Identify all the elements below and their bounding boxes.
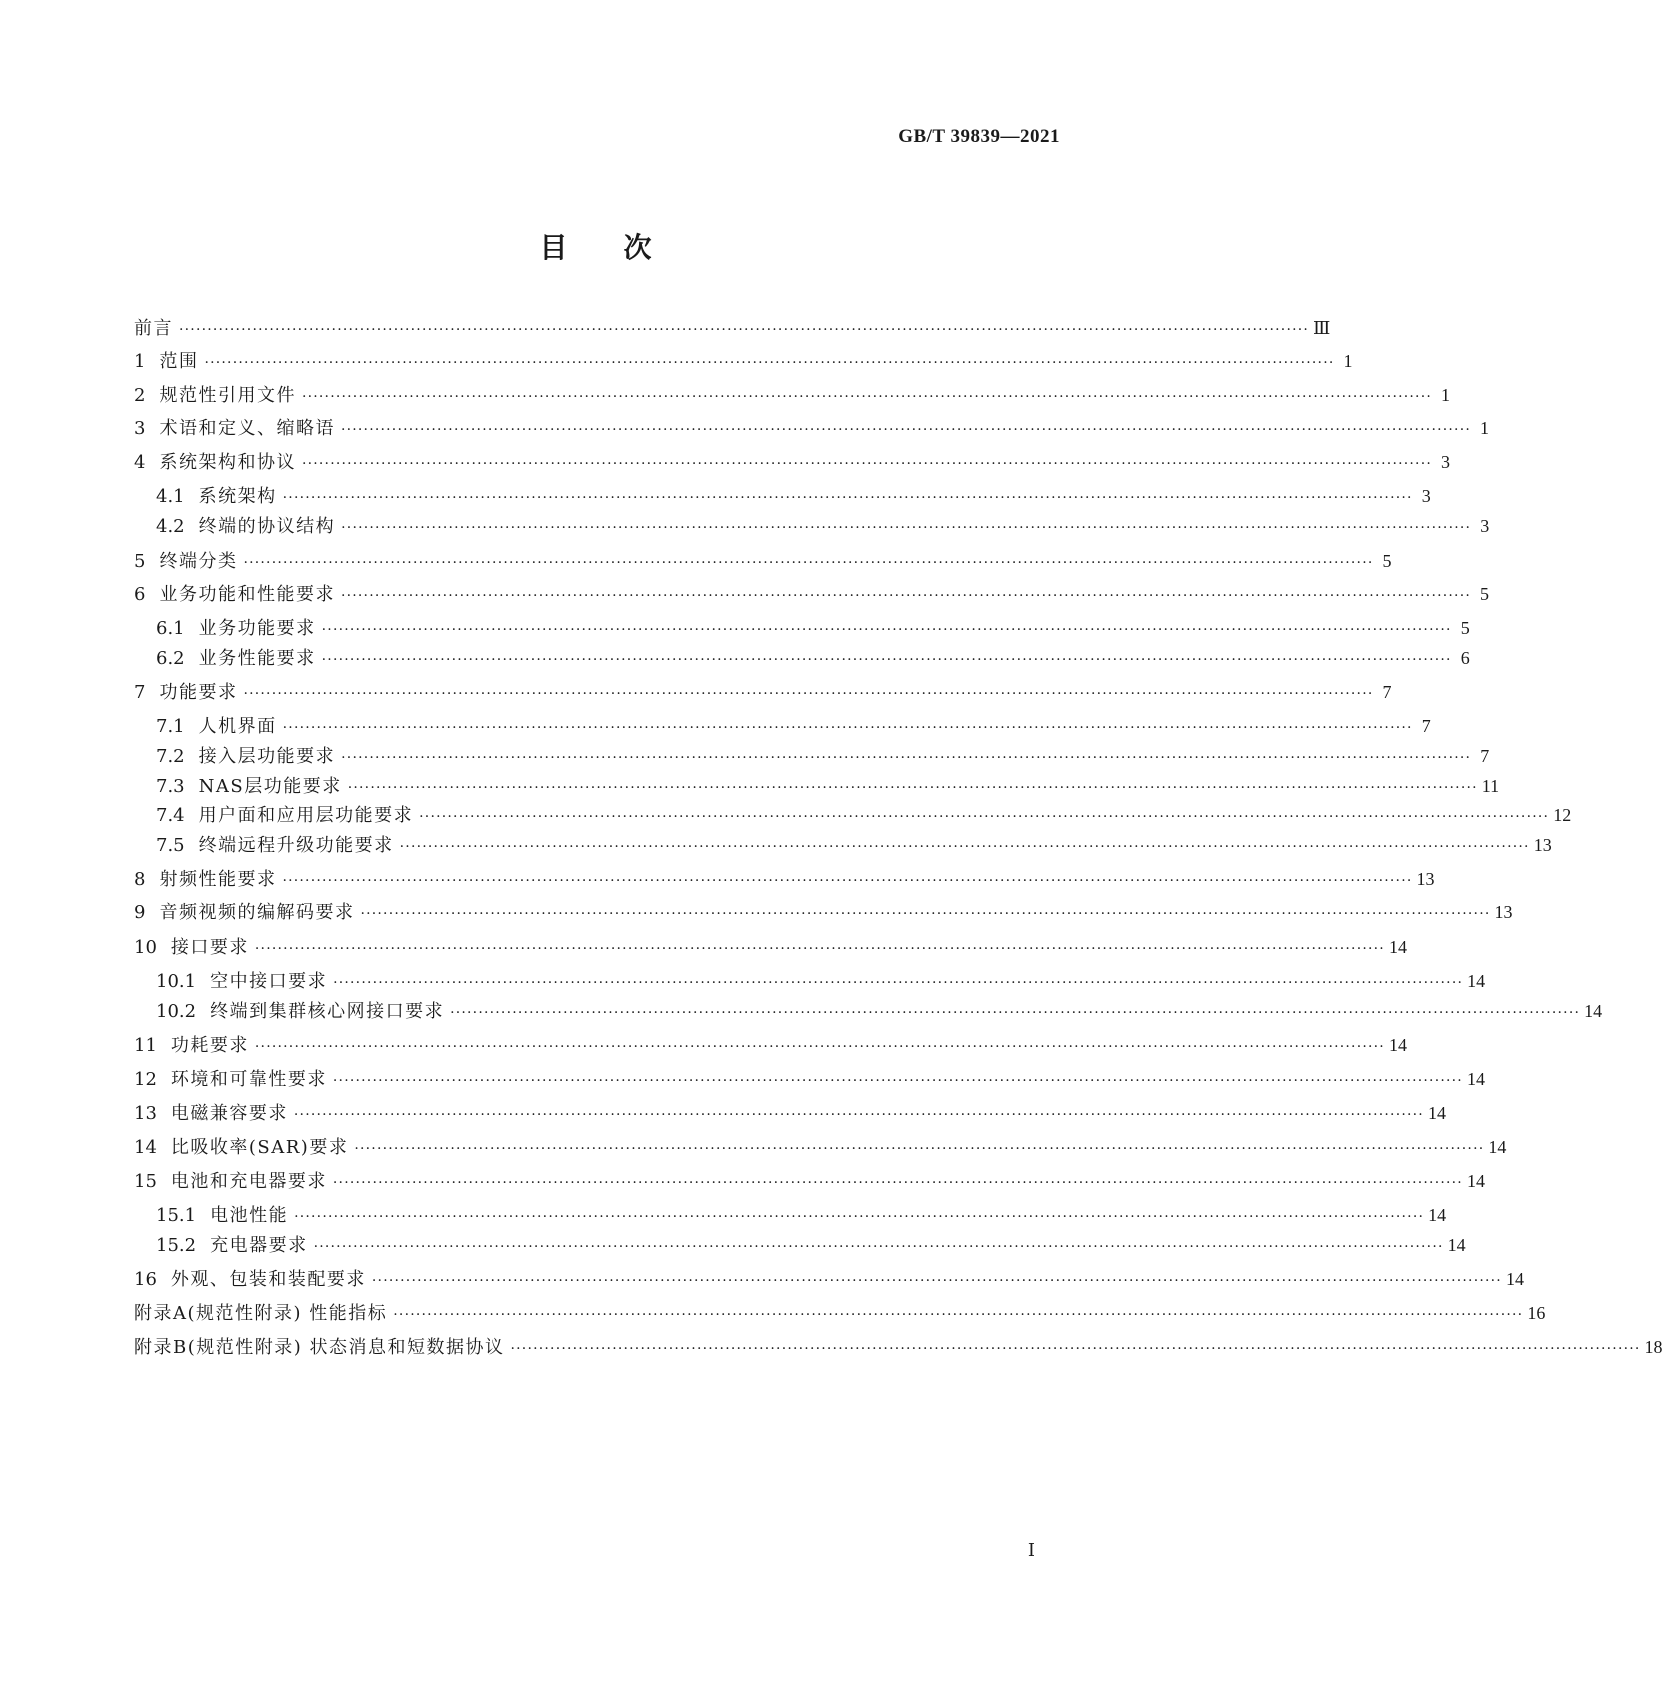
toc-entry-title: 业务功能和性能要求: [159, 584, 335, 605]
toc-entry-title: NAS层功能要求: [198, 776, 342, 797]
toc-dot-leader: ········································································································································································································: [254, 1039, 1385, 1055]
toc-dot-leader: ········································································································································································································: [340, 588, 1471, 604]
toc-entry-page: 6: [1460, 648, 1470, 668]
toc-entry-number: 8: [134, 869, 146, 890]
toc-entry-number: 4.2: [156, 516, 185, 537]
toc-entry-page: 12: [1553, 805, 1572, 825]
toc-entry-number: 6.2: [156, 648, 185, 669]
toc-entry-page: 13: [1533, 835, 1552, 855]
toc-entry-title: 空中接口要求: [210, 971, 328, 992]
toc-entry-title: 外观、包装和装配要求: [170, 1269, 366, 1290]
standard-number: GB/T 39839—2021: [898, 126, 1060, 147]
toc-entry[interactable]: [134, 680, 1392, 704]
toc-entry-page: 14: [1427, 1103, 1446, 1123]
toc-entry-title: 终端的协议结构: [198, 516, 336, 537]
toc-entry-number: 5: [134, 551, 146, 572]
toc-entry[interactable]: [156, 714, 1431, 738]
toc-entry-page: 3: [1421, 486, 1431, 506]
toc-entry-page: 5: [1480, 584, 1489, 604]
toc-entry-number: 7.1: [156, 716, 185, 737]
toc-dot-leader: ········································································································································································································: [354, 1141, 1485, 1157]
toc-entry-number: 4.1: [156, 486, 185, 507]
page-number: Ⅰ: [1027, 1540, 1035, 1560]
toc-entry[interactable]: [156, 744, 1490, 768]
toc-entry-title: 功耗要求: [170, 1035, 249, 1056]
toc-entry-page: 1: [1441, 385, 1450, 405]
toc-entry-page: 14: [1388, 1035, 1407, 1055]
toc-entry-number: 15: [134, 1171, 157, 1192]
toc-entry-title: 音频视频的编解码要求: [159, 902, 355, 923]
toc-entry-page: 16: [1527, 1303, 1546, 1323]
toc-entry-title: 人机界面: [198, 716, 277, 737]
toc-entry-page: 7: [1382, 682, 1392, 702]
toc-dot-leader: ········································································································································································································: [341, 520, 1472, 536]
toc-dot-leader: ········································································································································································································: [393, 1307, 1524, 1323]
toc-entry[interactable]: [134, 867, 1435, 891]
toc-dot-leader: ········································································································································································································: [450, 1005, 1581, 1021]
toc-dot-leader: ········································································································································································································: [282, 490, 1413, 506]
toc-entry-title: 接口要求: [170, 937, 249, 958]
toc-entry-page: 14: [1388, 937, 1407, 957]
toc-entry[interactable]: [156, 969, 1486, 993]
toc-entry-title: 附录B(规范性附录) 状态消息和短数据协议: [134, 1337, 505, 1358]
toc-entry-page: 5: [1382, 551, 1392, 571]
toc-entry-number: 16: [134, 1269, 157, 1290]
toc-entry-number: 1: [134, 351, 146, 372]
toc-dot-leader: ········································································································································································································: [301, 389, 1432, 405]
toc-entry-number: 15.2: [156, 1235, 197, 1256]
toc-entry-number: 10: [134, 937, 157, 958]
toc-entry[interactable]: [134, 316, 1331, 340]
toc-entry[interactable]: [156, 833, 1552, 857]
toc-dot-leader: ········································································································································································································: [179, 322, 1310, 338]
toc-entry[interactable]: [156, 484, 1431, 508]
toc-dot-leader: ········································································································································································································: [243, 686, 1374, 702]
toc-dot-leader: ········································································································································································································: [340, 422, 1471, 438]
toc-entry[interactable]: [134, 1301, 1546, 1325]
toc-dot-leader: ········································································································································································································: [321, 652, 1452, 668]
toc-entry-page: 13: [1494, 902, 1513, 922]
toc-entry-title: 规范性引用文件: [159, 385, 296, 406]
toc-entry[interactable]: [134, 416, 1489, 440]
toc-entry-number: 15.1: [156, 1205, 197, 1226]
toc-entry-page: 14: [1447, 1235, 1466, 1255]
toc-dot-leader: ········································································································································································································: [282, 720, 1413, 736]
toc-entry[interactable]: [134, 549, 1392, 573]
toc-entry-page: 14: [1505, 1269, 1524, 1289]
toc-entry-number: 7.2: [156, 746, 185, 767]
toc-entry-page: 3: [1441, 452, 1450, 472]
toc-entry[interactable]: [134, 935, 1407, 959]
toc-dot-leader: ········································································································································································································: [341, 750, 1472, 766]
toc-entry-title: 电池和充电器要求: [170, 1171, 327, 1192]
toc-entry-title: 术语和定义、缩略语: [159, 418, 335, 439]
toc-entry-title: 范围: [159, 351, 199, 372]
toc-entry-page: 14: [1467, 971, 1486, 991]
toc-dot-leader: ········································································································································································································: [332, 1073, 1463, 1089]
toc-entry-title: 系统架构: [198, 486, 277, 507]
toc-entry-page: Ⅲ: [1313, 318, 1331, 338]
toc-entry-title: 环境和可靠性要求: [170, 1069, 327, 1090]
toc-entry-title: 电池性能: [210, 1205, 289, 1226]
toc-entry-number: 2: [134, 385, 146, 406]
toc-entry-page: 14: [1488, 1137, 1507, 1157]
toc-entry-page: 5: [1460, 618, 1470, 638]
toc-dot-leader: ········································································································································································································: [204, 355, 1335, 371]
toc-entry-page: 14: [1428, 1205, 1447, 1225]
toc-title-part1: 目: [539, 231, 568, 264]
toc-dot-leader: ········································································································································································································: [313, 1239, 1444, 1255]
toc-entry-number: 6.1: [156, 618, 185, 639]
toc-entry-page: 13: [1416, 869, 1435, 889]
toc-entry-page: 11: [1481, 776, 1500, 796]
toc-dot-leader: ········································································································································································································: [293, 1107, 1424, 1123]
toc-entry[interactable]: [134, 383, 1450, 407]
toc-entry[interactable]: [156, 774, 1500, 798]
toc-entry-title: 业务性能要求: [198, 648, 316, 669]
toc-entry[interactable]: [156, 1233, 1466, 1257]
toc-entry-page: 14: [1584, 1001, 1603, 1021]
toc-entry-number: 12: [134, 1069, 157, 1090]
toc-entry-number: 6: [134, 584, 146, 605]
toc-entry-page: 7: [1480, 746, 1490, 766]
toc-dot-leader: ········································································································································································································: [282, 873, 1413, 889]
toc-entry-number: 7.3: [156, 776, 185, 797]
toc-entry[interactable]: [134, 1101, 1446, 1125]
toc-entry-page: 14: [1466, 1171, 1485, 1191]
toc-entry-title: 充电器要求: [210, 1235, 308, 1256]
toc-dot-leader: ········································································································································································································: [510, 1341, 1641, 1357]
toc-entry-title: 终端到集群核心网接口要求: [210, 1001, 445, 1022]
toc-entry-number: 7.4: [156, 805, 185, 826]
toc-dot-leader: ········································································································································································································: [321, 622, 1452, 638]
toc-entry-title: 业务功能要求: [198, 618, 316, 639]
toc-entry-number: 14: [134, 1137, 157, 1158]
toc-entry-number: 9: [134, 902, 146, 923]
toc-entry[interactable]: [156, 616, 1470, 640]
toc-entry-number: 10.1: [156, 971, 197, 992]
toc-entry-number: 11: [134, 1035, 157, 1056]
toc-entry-number: 3: [134, 418, 146, 439]
toc-entry[interactable]: [134, 349, 1353, 373]
toc-dot-leader: ········································································································································································································: [332, 1175, 1463, 1191]
toc-entry-title: 终端分类: [159, 551, 238, 572]
toc-dot-leader: ········································································································································································································: [243, 555, 1374, 571]
toc-dot-leader: ········································································································································································································: [419, 809, 1550, 825]
toc-dot-leader: ········································································································································································································: [301, 456, 1432, 472]
toc-entry-title: 附录A(规范性附录) 性能指标: [134, 1303, 388, 1324]
toc-dot-leader: ········································································································································································································: [254, 941, 1385, 957]
toc-dot-leader: ········································································································································································································: [371, 1273, 1502, 1289]
toc-entry[interactable]: [156, 1203, 1447, 1227]
toc-entry-page: 3: [1480, 516, 1490, 536]
toc-entry-page: 1: [1480, 418, 1489, 438]
toc-entry-number: 7.5: [156, 835, 185, 856]
toc-entry-title: 功能要求: [159, 682, 238, 703]
toc-entry[interactable]: [134, 582, 1489, 606]
toc-entry-title: 前言: [134, 318, 173, 339]
toc-dot-leader: ········································································································································································································: [360, 906, 1491, 922]
toc-dot-leader: ········································································································································································································: [347, 780, 1478, 796]
toc-entry[interactable]: [134, 1267, 1524, 1291]
toc-entry-title: 射频性能要求: [159, 869, 277, 890]
toc-entry[interactable]: [156, 803, 1572, 827]
toc-entry-page: 18: [1644, 1337, 1663, 1357]
toc-entry-page: 7: [1421, 716, 1431, 736]
toc-entry-number: 4: [134, 452, 146, 473]
toc-entry[interactable]: [134, 1169, 1485, 1193]
toc-dot-leader: ········································································································································································································: [399, 839, 1530, 855]
toc-entry[interactable]: [156, 646, 1470, 670]
toc-dot-leader: ········································································································································································································: [294, 1209, 1425, 1225]
toc-entry-number: 7: [134, 682, 146, 703]
toc-entry[interactable]: [134, 900, 1513, 924]
toc-dot-leader: ········································································································································································································: [333, 975, 1464, 991]
toc-entry[interactable]: [134, 1335, 1663, 1359]
toc-title-part2: 次: [623, 231, 652, 264]
toc-entry-number: 10.2: [156, 1001, 197, 1022]
toc-entry-number: 13: [134, 1103, 157, 1124]
toc-entry[interactable]: [134, 1033, 1407, 1057]
toc-entry-page: 14: [1466, 1069, 1485, 1089]
toc-entry[interactable]: [134, 1067, 1485, 1091]
toc-entry[interactable]: [156, 514, 1490, 538]
toc-entry-title: 系统架构和协议: [159, 452, 296, 473]
toc-entry-title: 电磁兼容要求: [170, 1103, 288, 1124]
toc-entry[interactable]: [134, 1135, 1507, 1159]
toc-entry-title: 终端远程升级功能要求: [198, 835, 394, 856]
toc-entry-title: 接入层功能要求: [198, 746, 336, 767]
toc-entry[interactable]: [156, 999, 1603, 1023]
toc-entry[interactable]: [134, 450, 1450, 474]
toc-entry-title: 用户面和应用层功能要求: [198, 805, 414, 826]
toc-entry-page: 1: [1343, 351, 1353, 371]
toc-entry-title: 比吸收率(SAR)要求: [170, 1137, 349, 1158]
